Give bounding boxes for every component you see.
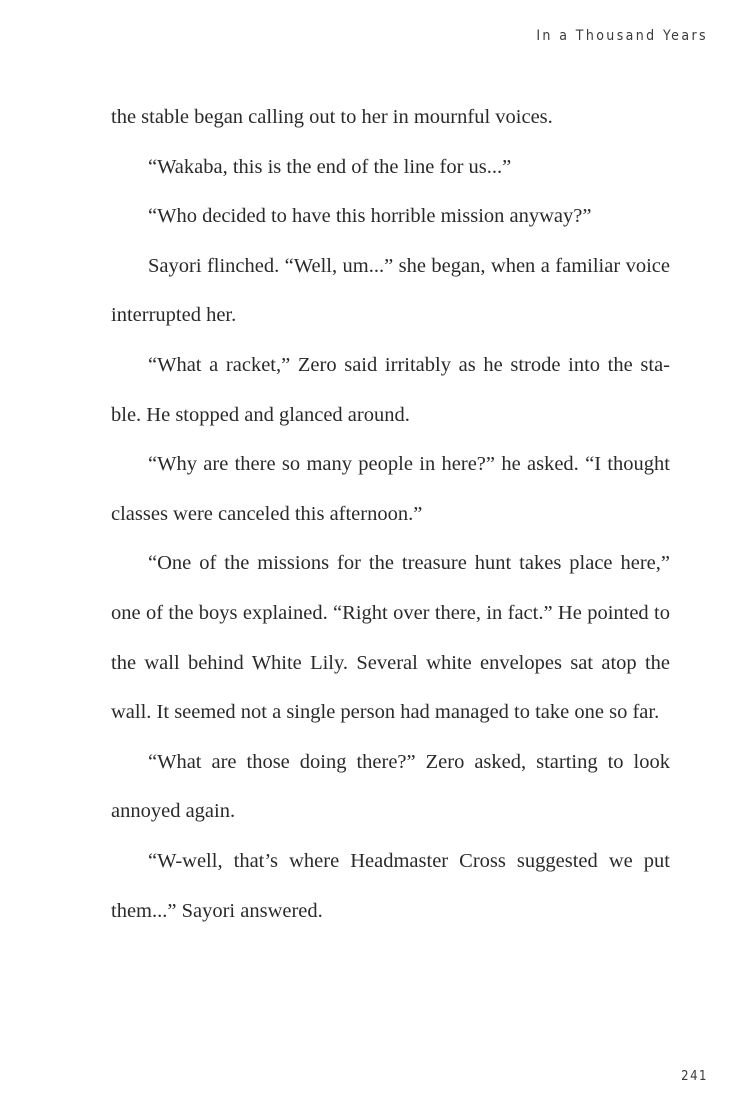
paragraph: “Who decided to have this horrible mission anyway?” xyxy=(148,205,592,228)
paragraph: “Why are there so many people in here?” he asked. “I thought classes were canceled this afternoon.” xyxy=(111,453,670,525)
paragraph: “One of the missions for the treasure hunt takes place here,” one of the boys explained. “Right over there, in fact.” He pointed to the wall behind White Lily. Several white envelopes sat atop the wall. It seemed not a single person had managed to take one so far. xyxy=(111,552,670,724)
paragraph: “Wakaba, this is the end of the line for us...” xyxy=(148,155,512,178)
paragraph: “What are those doing there?” Zero asked, starting to look annoyed again. xyxy=(111,750,670,823)
page-body-text xyxy=(111,93,670,936)
paragraph: Sayori flinched. “Well, um...” she began, when a familiar voice interrupted her. xyxy=(111,254,670,327)
running-head-title: In a Thousand Years xyxy=(536,28,708,44)
paragraph: “What a racket,” Zero said irritably as he strode into the sta-ble. He stopped and glanced around. xyxy=(111,353,670,426)
paragraph: “W-well, that’s where Headmaster Cross suggested we put them...” Sayori answered. xyxy=(111,849,670,922)
paragraph: the stable began calling out to her in mournful voices. xyxy=(111,106,553,128)
page-number: 241 xyxy=(681,1069,708,1084)
